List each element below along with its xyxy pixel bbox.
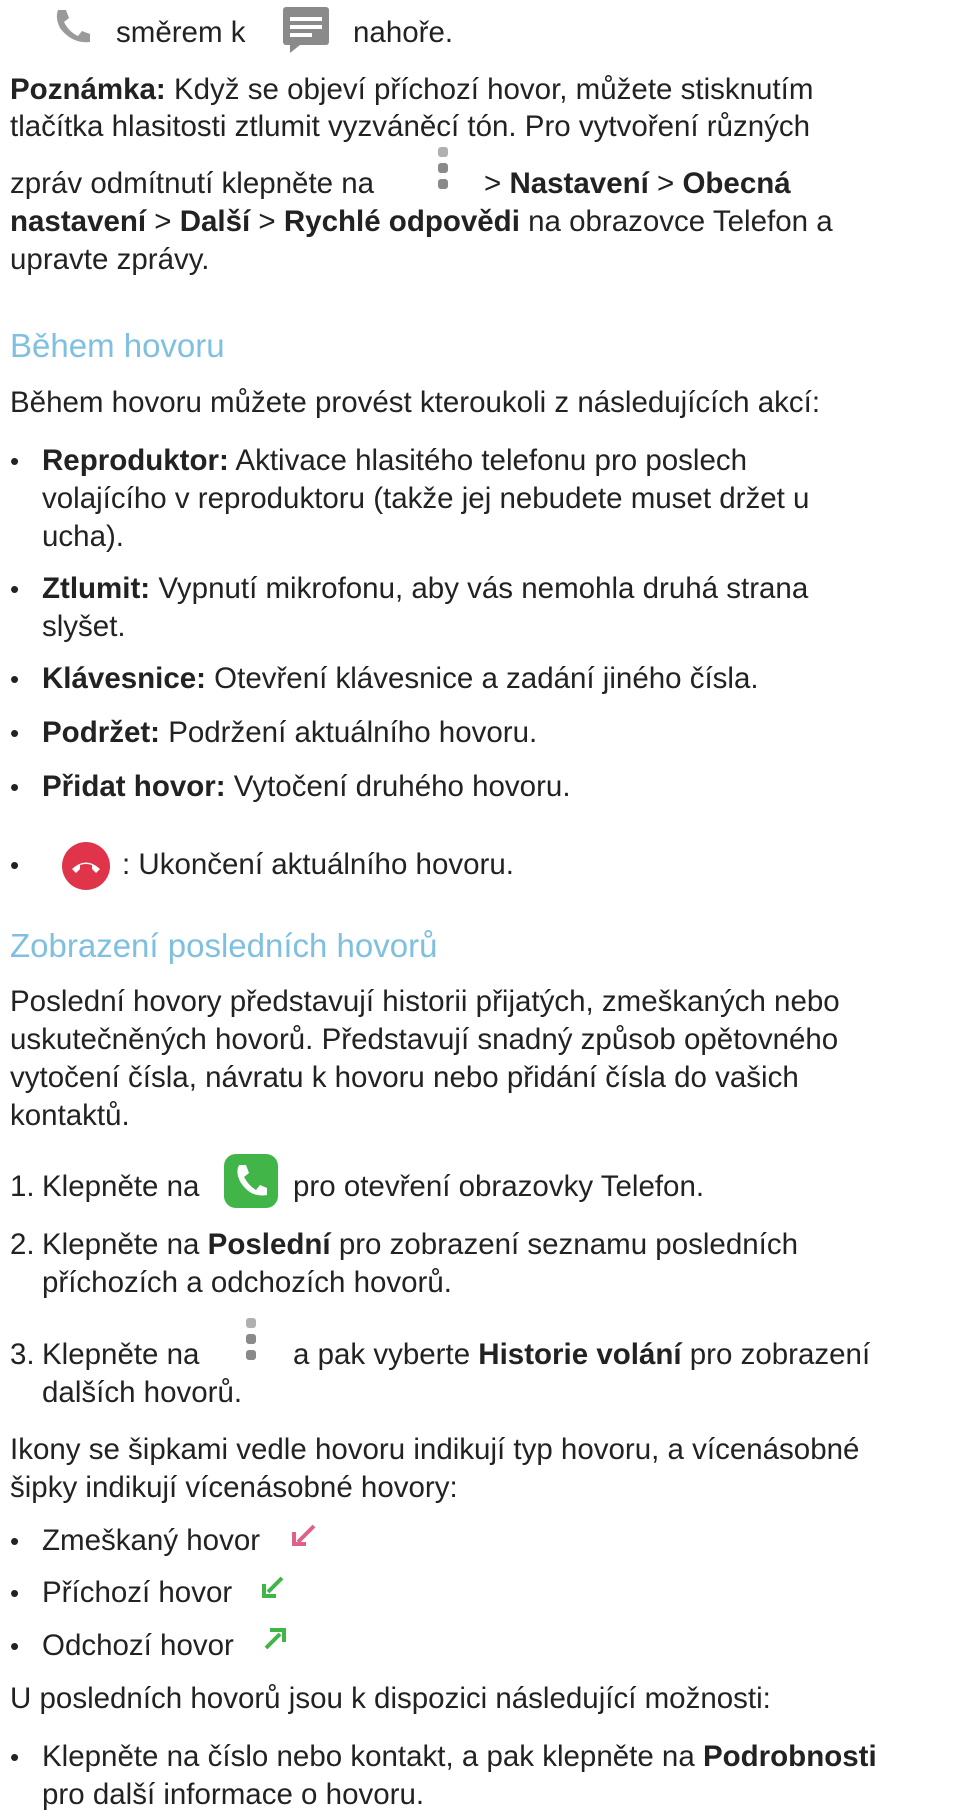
icons-p2: šipky indikují vícenásobné hovory:	[10, 1471, 458, 1504]
bullet: •	[10, 850, 20, 880]
bullet: •	[10, 664, 20, 694]
note-line-4	[10, 203, 833, 241]
bullet: •	[10, 1578, 20, 1608]
step-text: pro zobrazení	[681, 1338, 871, 1371]
item-text: Otevření klávesnice a zadání jiného čísla.	[205, 662, 759, 695]
more-menu-icon	[438, 147, 448, 195]
step-3-line-1	[293, 1336, 870, 1374]
call-type-outgoing: Odchozí hovor	[42, 1629, 234, 1662]
recent-p2: uskutečněných hovorů. Představují snadný způsob opětovného	[10, 1023, 839, 1056]
list-item-hold	[42, 714, 537, 752]
list-item-speaker-l2: volajícího v reproduktoru (takže jej nebudete muset držet u	[42, 482, 810, 515]
option-1-line-2: pro další informace o hovoru.	[42, 1778, 425, 1811]
settings-term: Nastavení	[509, 167, 649, 200]
item-text: Vypnutí mikrofonu, aby vás nemohla druhá strana	[150, 572, 809, 605]
item-text: Aktivace hlasitého telefonu pro poslech	[228, 444, 748, 477]
bullet: •	[10, 718, 20, 748]
top-text-1: směrem k	[116, 16, 246, 49]
note-text-4: na obrazovce Telefon a	[519, 205, 833, 238]
options-intro: U posledních hovorů jsou k dispozici následující možnosti:	[10, 1682, 771, 1715]
details-term: Podrobnosti	[702, 1740, 877, 1773]
step-number: 2.	[10, 1228, 35, 1261]
phone-app-icon	[222, 1152, 280, 1210]
note-line-5: upravte zprávy.	[10, 243, 210, 276]
recent-term: Poslední	[207, 1228, 331, 1261]
call-type-incoming: Příchozí hovor	[42, 1576, 233, 1609]
message-icon	[280, 4, 332, 54]
item-term: Klávesnice:	[42, 662, 206, 695]
step-2-line-2: příchozích a odchozích hovorů.	[42, 1266, 452, 1299]
item-term: Reproduktor:	[42, 444, 229, 477]
item-text: Vytočení druhého hovoru.	[225, 770, 571, 803]
bullet: •	[10, 1526, 20, 1556]
step-2-line-1	[42, 1226, 798, 1264]
note-line-3b	[484, 165, 791, 203]
more-menu-icon	[246, 1318, 256, 1366]
note-text-1: Když se objeví příchozí hovor, můžete stisknutím	[165, 73, 814, 106]
list-item-speaker-l3: ucha).	[42, 520, 124, 553]
bullet: •	[10, 1631, 20, 1661]
general-term: Obecná	[682, 167, 791, 200]
option-1-line-1	[42, 1738, 877, 1776]
note-label: Poznámka:	[10, 73, 166, 106]
item-term: Ztlumit:	[42, 572, 151, 605]
recent-p3: vytočení čísla, návratu k hovoru nebo přidání čísla do vašich	[10, 1061, 799, 1094]
option-text: Klepněte na číslo nebo kontakt, a pak klepněte na	[42, 1740, 703, 1773]
step-1-b: pro otevření obrazovky Telefon.	[293, 1170, 705, 1203]
bullet: •	[10, 574, 20, 604]
list-item-add-call	[42, 768, 571, 806]
sep: >	[146, 205, 180, 238]
missed-call-arrow-icon	[288, 1520, 318, 1550]
list-item-speaker	[42, 442, 747, 480]
note-line-3a: zpráv odmítnutí klepněte na	[10, 167, 375, 200]
step-number: 3.	[10, 1338, 35, 1371]
outgoing-call-arrow-icon	[260, 1624, 290, 1654]
sep: >	[484, 167, 510, 200]
step-text: Klepněte na	[42, 1228, 208, 1261]
call-intro: Během hovoru můžete provést kteroukoli z následujících akcí:	[10, 386, 821, 419]
step-3-line-2: dalších hovorů.	[42, 1376, 243, 1409]
item-term: Přidat hovor:	[42, 770, 226, 803]
general-settings-term: nastavení	[10, 205, 147, 238]
recent-p4: kontaktů.	[10, 1099, 130, 1132]
sep: >	[648, 167, 683, 200]
step-3-a: Klepněte na	[42, 1338, 200, 1371]
list-item-end-call: : Ukončení aktuálního hovoru.	[122, 848, 514, 881]
step-1-a: Klepněte na	[42, 1170, 200, 1203]
more-term: Další	[179, 205, 251, 238]
item-text: Podržení aktuálního hovoru.	[160, 716, 538, 749]
note-line-2: tlačítka hlasitosti ztlumit vyzváněcí tón. Pro vytvoření různých	[10, 110, 811, 143]
call-history-term: Historie volání	[478, 1338, 682, 1371]
note-line-1	[10, 71, 813, 109]
list-item-keypad	[42, 660, 759, 698]
icons-p1: Ikony se šipkami vedle hovoru indikují typ hovoru, a vícenásobné	[10, 1433, 860, 1466]
section-heading-recent-calls: Zobrazení posledních hovorů	[10, 927, 438, 964]
recent-p1: Poslední hovory představují historii přijatých, zmeškaných nebo	[10, 985, 840, 1018]
list-item-mute	[42, 570, 808, 608]
call-type-missed: Zmeškaný hovor	[42, 1524, 261, 1557]
bullet: •	[10, 772, 20, 802]
quick-replies-term: Rychlé odpovědi	[283, 205, 520, 238]
sep: >	[250, 205, 284, 238]
step-text: pro zobrazení seznamu posledních	[330, 1228, 798, 1261]
step-number: 1.	[10, 1170, 35, 1203]
bullet: •	[10, 1742, 20, 1772]
phone-handset-icon	[52, 6, 94, 46]
step-text: a pak vyberte	[293, 1338, 479, 1371]
item-term: Podržet:	[42, 716, 160, 749]
list-item-mute-l2: slyšet.	[42, 610, 126, 643]
end-call-icon	[60, 840, 112, 892]
section-heading-during-call: Během hovoru	[10, 327, 225, 364]
bullet: •	[10, 446, 20, 476]
incoming-call-arrow-icon	[258, 1572, 288, 1602]
top-text-2: nahoře.	[353, 16, 454, 49]
